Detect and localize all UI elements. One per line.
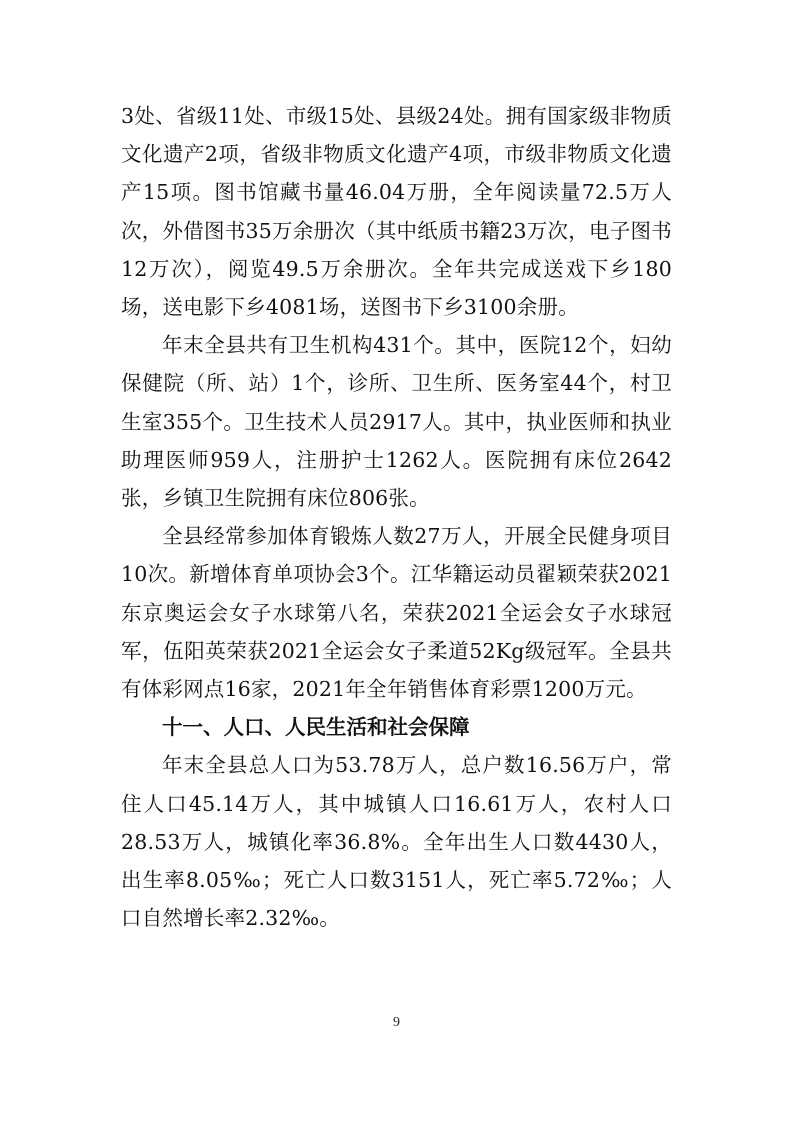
paragraph-sports: 全县经常参加体育锻炼人数27万人，开展全民健身项目10次。新增体育单项协会3个。江华籍运动员翟颖荣获2021东京奥运会女子水球第八名，荣获2021全运会女子水球冠军，伍阳英荣获2021全运会女子柔道52Kg级冠军。全县共有体彩网点16家，2021年全年销售体育彩票1200万元。 (121, 524, 672, 702)
document-body (121, 97, 672, 937)
paragraph-culture: 3处、省级11处、市级15处、县级24处。拥有国家级非物质文化遗产2项，省级非物质文化遗产4项，市级非物质文化遗产15项。图书馆藏书量46.04万册，全年阅读量72.5万人次，外借图书35万余册次（其中纸质书籍23万次，电子图书12万次），阅览49.5万余册次。全年共完成送戏下乡180场，送电影下乡4081场，送图书下乡3100余册。 (121, 104, 672, 320)
section-heading: 十一、人口、人民生活和社会保障 (162, 715, 470, 740)
paragraph-population: 年末全县总人口为53.78万人，总户数16.56万户，常住人口45.14万人，其中城镇人口16.61万人，农村人口28.53万人，城镇化率36.8%。全年出生人口数4430人，出生率8.05‰；死亡人口数3151人，死亡率5.72‰；人口自然增长率2.32‰。 (121, 753, 672, 931)
page-number: 9 (393, 1015, 400, 1030)
paragraph-health: 年末全县共有卫生机构431个。其中，医院12个，妇幼保健院（所、站）1个，诊所、卫生所、医务室44个，村卫生室355个。卫生技术人员2917人。其中，执业医师和执业助理医师959人，注册护士1262人。医院拥有床位2642张，乡镇卫生院拥有床位806张。 (121, 333, 672, 511)
